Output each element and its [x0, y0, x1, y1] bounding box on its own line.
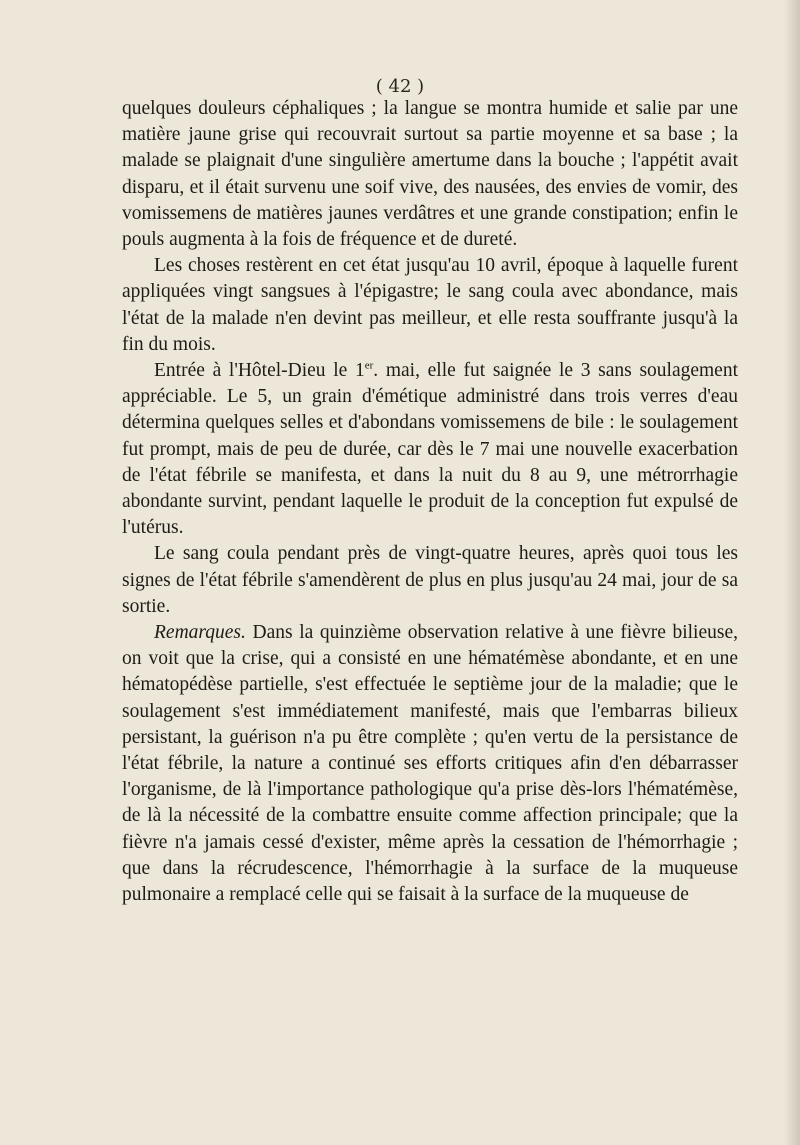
- paragraph-1: quelques douleurs céphaliques ; la langue se montra humide et salie par une matière jaune grise qui recouvrait surtout sa partie moyenne et sa base ; la malade se plaignait d'une singulière amertume dans la bouche ; l'appétit avait disparu, et il était survenu une soif vive, des nausées, des envies de vomir, des vomissemens de matières jaunes verdâtres et une grande constipation; enfin le pouls augmenta à la fois de fréquence et de dureté.: [122, 98, 738, 251]
- paragraph-3-rest: . mai, elle fut saignée le 3 sans soulagement appréciable. Le 5, un grain d'émétique administré dans trois verres d'eau détermina quelques selles et d'abondans vomissemens de bile : le soulagement fut prompt, mais de peu de durée, car dès le 7 mai une nouvelle exacerbation de l'état fébrile se manifesta, et dans la nuit du 8 au 9, une métrorrhagie abondante survint, pendant laquelle le produit de la conception fut expulsé de l'utérus.: [122, 360, 738, 539]
- paragraph-5: [122, 620, 738, 908]
- page-edge-shadow: [784, 0, 800, 1145]
- remarks-text: Dans la quinzième observation relative à une fièvre bilieuse, on voit que la crise, qui a consisté en une hématémèse abondante, et en une hématopédèse partielle, s'est effectuée le septième jour de la maladie; que le soulagement s'est immédiatement manifesté, mais que l'embarras bilieux persistant, la guérison n'a pu être complète ; qu'en vertu de la persistance de l'état fébrile, la nature a continué ses efforts critiques afin d'en débarrasser l'organisme, de là l'importance pathologique qu'a prise dès-lors l'hématémèse, de là la nécessité de la combattre ensuite comme affection principale; que la fièvre n'a jamais cessé d'exister, même après la cessation de l'hémorrhagie ; que dans la récrudescence, l'hémorrhagie à la surface de la muqueuse pulmonaire a remplacé celle qui se faisait à la surface de la muqueuse de: [122, 622, 738, 906]
- body-text: [122, 96, 738, 908]
- paragraph-2: Les choses restèrent en cet état jusqu'au 10 avril, époque à laquelle furent appliquées vingt sangsues à l'épigastre; le sang coula avec abondance, mais l'état de la malade n'en devint pas meilleur, et elle resta souffrante jusqu'à la fin du mois.: [122, 255, 738, 355]
- paragraph-4: Le sang coula pendant près de vingt-quatre heures, après quoi tous les signes de l'état fébrile s'amendèrent de plus en plus jusqu'au 24 mai, jour de sa sortie.: [122, 543, 738, 617]
- paragraph-3-start: Entrée à l'Hôtel-Dieu le 1: [154, 360, 365, 382]
- remarks-label: Remarques.: [154, 622, 246, 644]
- ordinal-superscript: er: [364, 359, 374, 372]
- page-number: ( 42 ): [375, 76, 425, 97]
- paragraph-3: [122, 358, 738, 541]
